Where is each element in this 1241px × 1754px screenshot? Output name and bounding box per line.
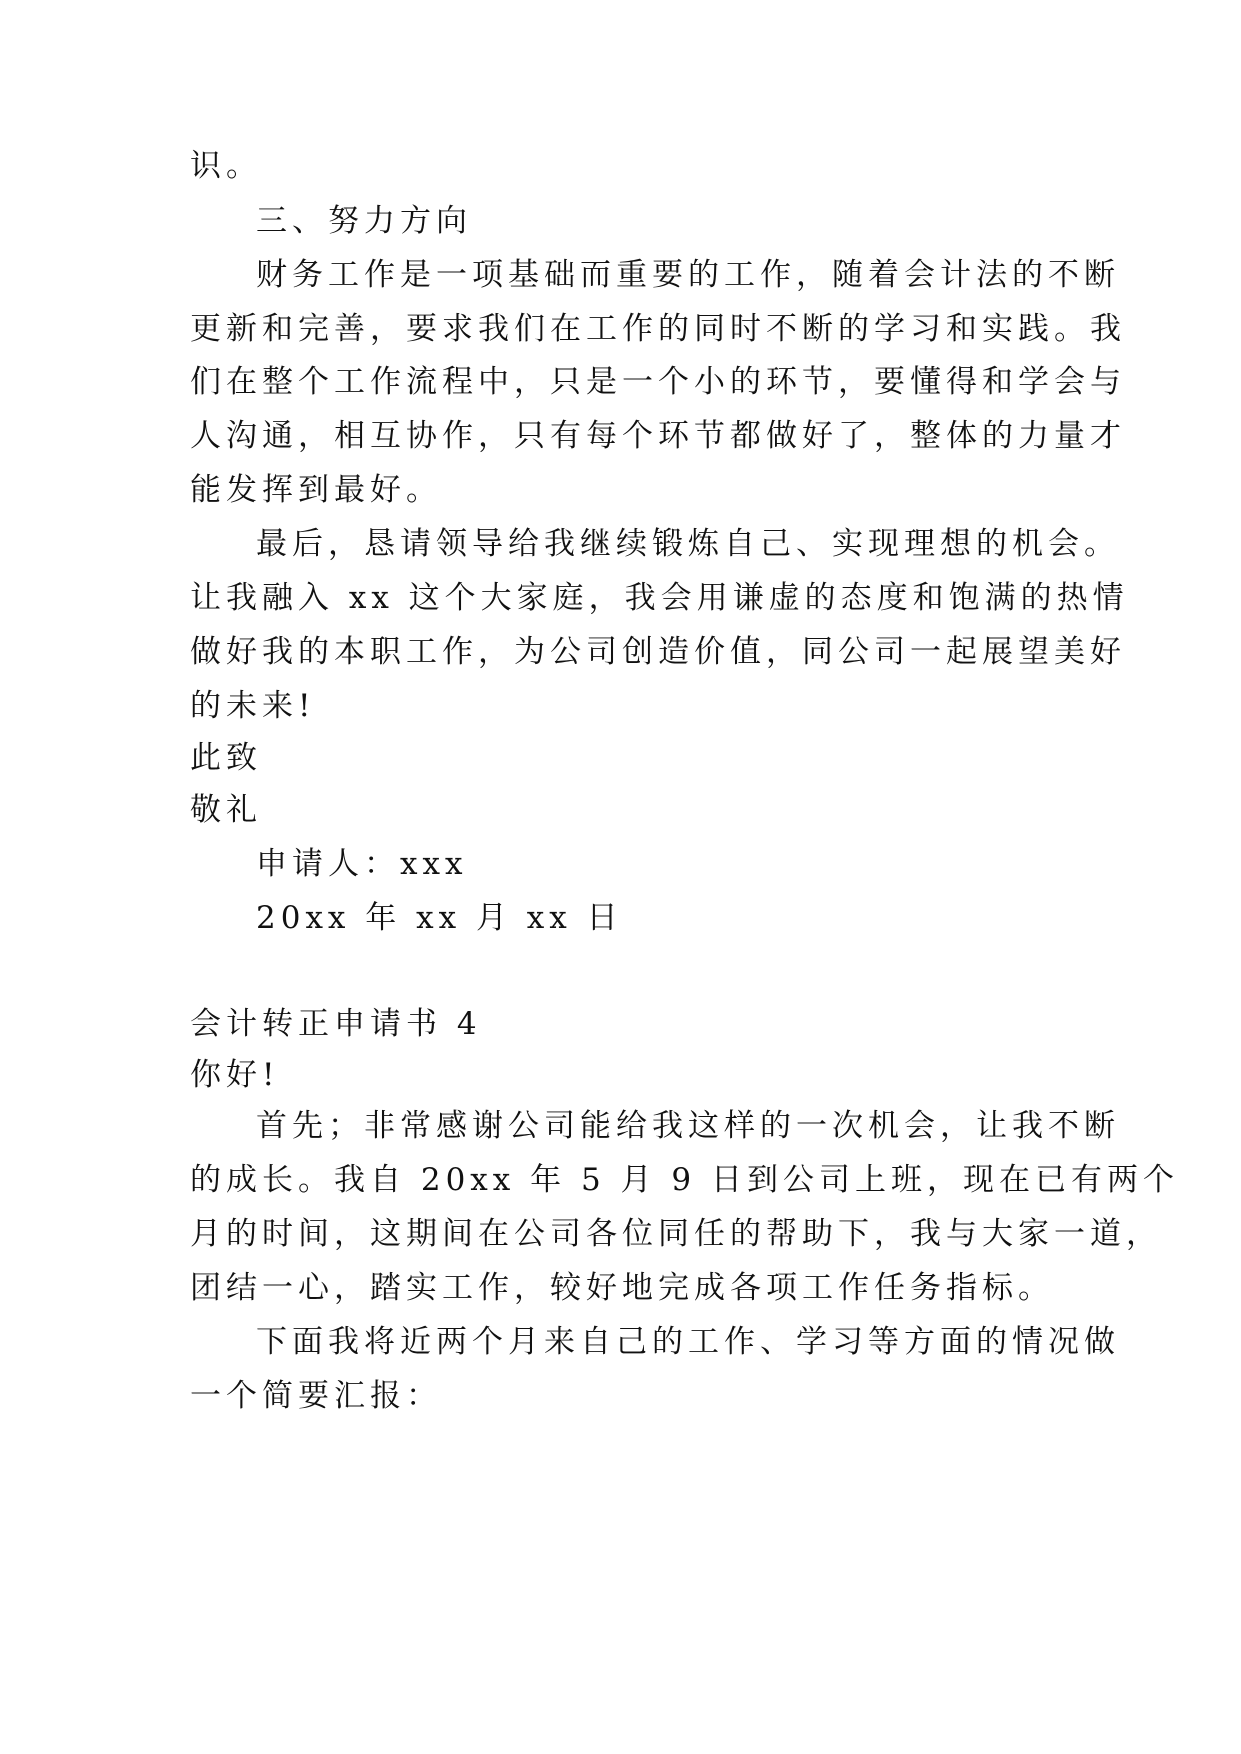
text-line: 首先；非常感谢公司能给我这样的一次机会，让我不断 [256, 1108, 1120, 1144]
date-line: 20xx 年 xx 月 xx 日 [256, 900, 623, 936]
document-title: 会计转正申请书 4 [190, 1006, 482, 1042]
applicant-line: 申请人：xxx [256, 846, 468, 882]
text-line: 财务工作是一项基础而重要的工作，随着会计法的不断 [256, 257, 1120, 293]
salutation-line: 此致 [190, 740, 262, 776]
text-line: 让我融入 xx 这个大家庭，我会用谦虚的态度和饱满的热情 [190, 580, 1129, 616]
text-line: 们在整个工作流程中，只是一个小的环节，要懂得和学会与 [190, 364, 1126, 400]
text-line: 做好我的本职工作，为公司创造价值，同公司一起展望美好 [190, 634, 1126, 670]
text-line: 的未来! [190, 688, 316, 724]
salutation-line: 敬礼 [190, 792, 262, 828]
text-line: 团结一心，踏实工作，较好地完成各项工作任务指标。 [190, 1270, 1054, 1306]
text-line: 月的时间，这期间在公司各位同任的帮助下，我与大家一道， [190, 1216, 1162, 1252]
text-line: 最后，恳请领导给我继续锻炼自己、实现理想的机会。 [256, 526, 1120, 562]
text-line: 下面我将近两个月来自己的工作、学习等方面的情况做 [256, 1324, 1120, 1360]
greeting-line: 你好! [190, 1057, 280, 1093]
text-line: 一个简要汇报： [190, 1378, 442, 1414]
text-line: 的成长。我自 20xx 年 5 月 9 日到公司上班，现在已有两个 [190, 1162, 1179, 1198]
text-line: 识。 [190, 148, 262, 184]
text-line: 更新和完善，要求我们在工作的同时不断的学习和实践。我 [190, 311, 1126, 347]
section-heading: 三、努力方向 [256, 203, 472, 239]
text-line: 人沟通，相互协作，只有每个环节都做好了，整体的力量才 [190, 418, 1126, 454]
text-line: 能发挥到最好。 [190, 472, 442, 508]
